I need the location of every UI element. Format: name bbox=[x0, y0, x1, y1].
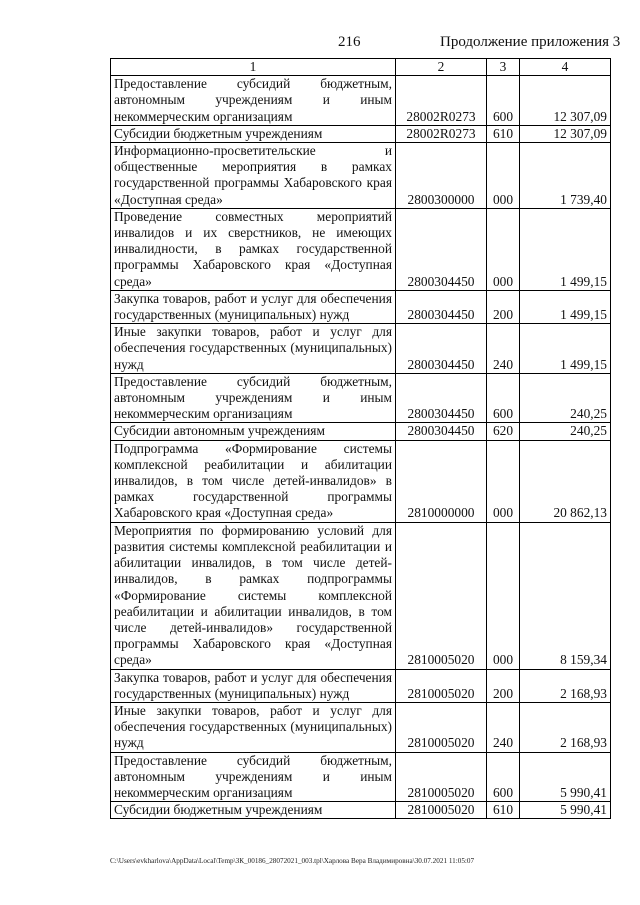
row-name-cell: Иные закупки товаров, работ и услуг для обеспечения государственных (муниципальных) нужд bbox=[111, 324, 396, 374]
row-code-cell: 2810005020 bbox=[396, 522, 487, 669]
row-type-cell: 600 bbox=[487, 373, 520, 423]
row-code-cell: 2800304450 bbox=[396, 423, 487, 440]
row-type-cell: 610 bbox=[487, 125, 520, 142]
row-name-cell: Информационно-просветительские и общественные мероприятия в рамках государственной программы Хабаровского края «Доступная среда» bbox=[111, 143, 396, 209]
row-code-cell: 2810005020 bbox=[396, 752, 487, 802]
table-row bbox=[111, 324, 611, 374]
row-amount-cell: 1 499,15 bbox=[520, 208, 611, 290]
row-type-cell: 600 bbox=[487, 752, 520, 802]
row-type-cell: 240 bbox=[487, 324, 520, 374]
table-body bbox=[111, 76, 611, 819]
table-row bbox=[111, 702, 611, 752]
table-row bbox=[111, 143, 611, 209]
row-name-cell: Субсидии бюджетным учреждениям bbox=[111, 125, 396, 142]
budget-table bbox=[110, 58, 611, 819]
row-code-cell: 2800304450 bbox=[396, 324, 487, 374]
table-row bbox=[111, 752, 611, 802]
row-code-cell: 2810005020 bbox=[396, 802, 487, 819]
row-amount-cell: 1 499,15 bbox=[520, 290, 611, 323]
page-number: 216 bbox=[338, 34, 361, 50]
row-name-cell: Предоставление субсидий бюджетным, автономным учреждениям и иным некоммерческим организациям bbox=[111, 76, 396, 126]
row-code-cell: 2810005020 bbox=[396, 702, 487, 752]
table-row bbox=[111, 423, 611, 440]
row-amount-cell: 20 862,13 bbox=[520, 440, 611, 522]
table-row bbox=[111, 669, 611, 702]
row-type-cell: 000 bbox=[487, 440, 520, 522]
table-row bbox=[111, 76, 611, 126]
row-name-cell: Закупка товаров, работ и услуг для обеспечения государственных (муниципальных) нужд bbox=[111, 290, 396, 323]
row-amount-cell: 8 159,34 bbox=[520, 522, 611, 669]
table-row bbox=[111, 802, 611, 819]
table-row bbox=[111, 125, 611, 142]
row-name-cell: Мероприятия по формированию условий для развития системы комплексной реабилитации и абилитации инвалидов, в том числе детей-инвалидов, в рамках подпрограммы «Формирование системы комплексной реабилитации и абилитации инвалидов, в том числе детей-инвалидов» государственной программы Хабаровского края «Доступная среда» bbox=[111, 522, 396, 669]
row-amount-cell: 2 168,93 bbox=[520, 702, 611, 752]
row-amount-cell: 5 990,41 bbox=[520, 802, 611, 819]
row-amount-cell: 240,25 bbox=[520, 423, 611, 440]
row-amount-cell: 12 307,09 bbox=[520, 125, 611, 142]
row-code-cell: 28002R0273 bbox=[396, 125, 487, 142]
row-type-cell: 240 bbox=[487, 702, 520, 752]
table-header-row bbox=[111, 59, 611, 76]
row-code-cell: 2800304450 bbox=[396, 208, 487, 290]
row-code-cell: 28002R0273 bbox=[396, 76, 487, 126]
row-amount-cell: 1 739,40 bbox=[520, 143, 611, 209]
row-code-cell: 2800304450 bbox=[396, 290, 487, 323]
row-amount-cell: 240,25 bbox=[520, 373, 611, 423]
column-header: 4 bbox=[520, 59, 611, 76]
table-row bbox=[111, 440, 611, 522]
row-code-cell: 2800300000 bbox=[396, 143, 487, 209]
row-name-cell: Предоставление субсидий бюджетным, автономным учреждениям и иным некоммерческим организациям bbox=[111, 373, 396, 423]
column-header: 2 bbox=[396, 59, 487, 76]
row-type-cell: 620 bbox=[487, 423, 520, 440]
row-name-cell: Проведение совместных мероприятий инвалидов и их сверстников, не имеющих инвалидности, в рамках государственной программы Хабаровского края «Доступная среда» bbox=[111, 208, 396, 290]
row-name-cell: Субсидии автономным учреждениям bbox=[111, 423, 396, 440]
row-type-cell: 000 bbox=[487, 143, 520, 209]
row-code-cell: 2800304450 bbox=[396, 373, 487, 423]
column-header: 3 bbox=[487, 59, 520, 76]
table-row bbox=[111, 373, 611, 423]
row-amount-cell: 5 990,41 bbox=[520, 752, 611, 802]
continuation-label: Продолжение приложения 3 bbox=[440, 34, 621, 50]
row-name-cell: Подпрограмма «Формирование системы комплексной реабилитации и абилитации инвалидов, в том числе детей-инвалидов» в рамках государственной программы Хабаровского края «Доступная среда» bbox=[111, 440, 396, 522]
row-amount-cell: 2 168,93 bbox=[520, 669, 611, 702]
row-type-cell: 200 bbox=[487, 290, 520, 323]
row-name-cell: Закупка товаров, работ и услуг для обеспечения государственных (муниципальных) нужд bbox=[111, 669, 396, 702]
row-name-cell: Иные закупки товаров, работ и услуг для обеспечения государственных (муниципальных) нужд bbox=[111, 702, 396, 752]
row-code-cell: 2810000000 bbox=[396, 440, 487, 522]
column-header: 1 bbox=[111, 59, 396, 76]
row-name-cell: Субсидии бюджетным учреждениям bbox=[111, 802, 396, 819]
row-type-cell: 610 bbox=[487, 802, 520, 819]
row-amount-cell: 1 499,15 bbox=[520, 324, 611, 374]
row-amount-cell: 12 307,09 bbox=[520, 76, 611, 126]
row-type-cell: 000 bbox=[487, 208, 520, 290]
row-type-cell: 000 bbox=[487, 522, 520, 669]
row-type-cell: 600 bbox=[487, 76, 520, 126]
file-path-footer: C:\Users\evkharlova\AppData\Local\Temp\ЗК_00186_28072021_003.tpl\Харлова Вера Владимировна\30.07.2021 11:05:07 bbox=[110, 857, 475, 865]
row-name-cell: Предоставление субсидий бюджетным, автономным учреждениям и иным некоммерческим организациям bbox=[111, 752, 396, 802]
row-code-cell: 2810005020 bbox=[396, 669, 487, 702]
row-type-cell: 200 bbox=[487, 669, 520, 702]
table-row bbox=[111, 208, 611, 290]
table-row bbox=[111, 290, 611, 323]
table-row bbox=[111, 522, 611, 669]
